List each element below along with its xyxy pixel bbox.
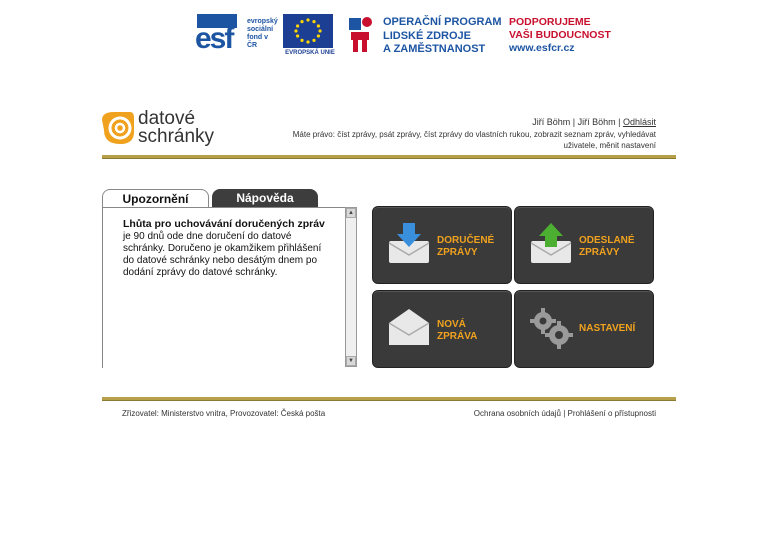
received-messages-button[interactable]: [372, 206, 512, 284]
settings-button[interactable]: [514, 290, 654, 368]
gears-icon: [529, 305, 573, 349]
esf-logo: [195, 14, 278, 58]
eu-flag-icon: [283, 14, 333, 48]
header-divider: [102, 155, 676, 159]
envelope-open-icon: [387, 305, 431, 349]
esf-mark: esf: [195, 22, 233, 55]
tile-label-line: NOVÁ: [437, 319, 466, 330]
new-message-button[interactable]: [372, 290, 512, 368]
accessibility-link[interactable]: Prohlášení o přístupnosti: [567, 409, 656, 418]
op-line: OPERAČNÍ PROGRAM: [383, 16, 502, 28]
esf-caption-line: sociální: [247, 26, 274, 33]
at-sign-icon: [100, 110, 136, 146]
account-name: Jiří Böhm: [577, 117, 616, 127]
privacy-link[interactable]: Ochrana osobních údajů: [473, 409, 561, 418]
tile-label-line: ODESLANÉ: [579, 235, 635, 246]
notice-panel: [102, 207, 346, 368]
logo-line: datové: [138, 108, 196, 129]
esf-caption-line: fond v ČR: [247, 34, 268, 49]
footer-links: Ochrana osobních údajů | Prohlášení o přístupnosti: [473, 409, 656, 418]
tab-help[interactable]: Nápověda: [212, 189, 318, 207]
logo-line: schránky: [138, 126, 215, 147]
permissions-text: Máte právo: číst zprávy, psát zprávy, číst zprávy do vlastních rukou, zobrazit seznam zpráv, vyhledávat uživatele, měnit nastavení: [292, 130, 656, 150]
tile-label-line: ZPRÁVA: [437, 331, 478, 342]
support-slogan: [509, 16, 611, 55]
notice-scrollbar[interactable]: [345, 207, 357, 367]
sent-messages-button[interactable]: [514, 206, 654, 284]
slogan-line: VAŠI BUDOUCNOST: [509, 29, 611, 41]
settings-label: NASTAVENÍ: [579, 323, 636, 334]
tile-label-line: ZPRÁVY: [437, 247, 478, 258]
footer-operator: Zřizovatel: Ministerstvo vnitra, Provozovatel: Česká pošta: [122, 409, 326, 418]
envelope-download-icon: [387, 221, 431, 265]
new-label: [437, 319, 477, 343]
eu-caption: EVROPSKÁ UNIE: [285, 50, 335, 56]
tab-notice[interactable]: Upozornění: [102, 189, 209, 208]
scroll-up-icon[interactable]: ▲: [346, 208, 356, 218]
esf-caption: [247, 18, 278, 50]
notice-title: Lhůta pro uchovávání doručených zpráv: [123, 218, 325, 230]
datove-schranky-logo[interactable]: [100, 108, 230, 150]
op-line: LIDSKÉ ZDROJE: [383, 29, 472, 42]
logo-text: [138, 110, 214, 146]
user-name: Jiří Böhm: [532, 117, 571, 127]
slogan-line: PODPORUJEME: [509, 16, 591, 28]
user-info: Jiří Böhm | Jiří Böhm | Odhlásit: [532, 117, 656, 127]
notice-body: je 90 dnů ode dne doručení do datové schránky. Doručeno je okamžikem přihlášení do datové schránky nebo desátým dnem po dodání zprávy do datové schránky.: [123, 231, 322, 278]
esf-url: www.esfcr.cz: [509, 42, 575, 54]
footer-divider: [102, 397, 676, 401]
envelope-upload-icon: [529, 221, 573, 265]
received-label: [437, 235, 494, 259]
eu-funding-banner: [195, 12, 615, 60]
logout-link[interactable]: Odhlásit: [622, 117, 656, 127]
tile-label-line: DORUČENÉ: [437, 235, 495, 246]
op-program-text: [383, 16, 502, 57]
sent-label: [579, 235, 635, 259]
esf-caption-line: evropský: [247, 18, 278, 25]
op-lzz-person-icon: [347, 14, 377, 54]
tile-label-line: ZPRÁVY: [579, 247, 620, 258]
scroll-down-icon[interactable]: ▼: [346, 356, 356, 366]
op-line: A ZAMĚSTNANOST: [383, 43, 486, 55]
